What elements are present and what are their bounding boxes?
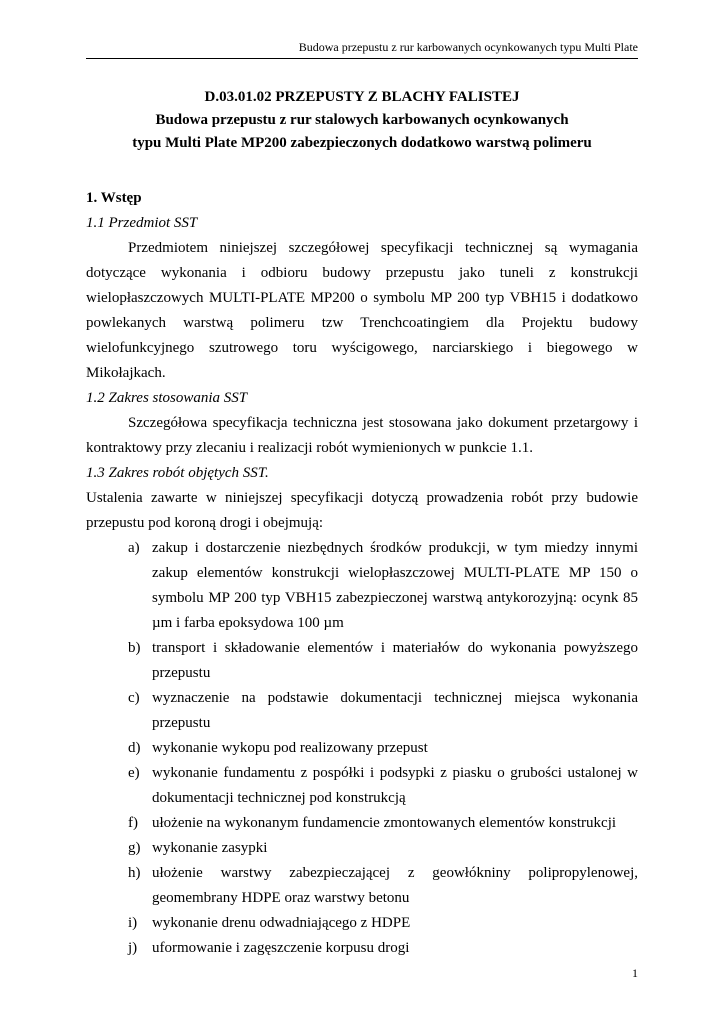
paragraph-scope-intro: Ustalenia zawarte w niniejszej specyfikacji dotyczą prowadzenia robót przy budowie przepustu pod koroną drogi i obejmują:	[86, 490, 638, 531]
list-item	[86, 861, 638, 911]
list-item	[86, 911, 638, 936]
list-item-text: uformowanie i zagęszczenie korpusu drogi	[152, 940, 410, 956]
list-item	[86, 636, 638, 686]
list-item-text: wykonanie drenu odwadniającego z HDPE	[152, 915, 411, 931]
list-item-letter: j)	[128, 940, 138, 956]
list-item-text: ułożenie warstwy zabezpieczającej z geowłókniny polipropylenowej, geomembrany HDPE oraz warstwy betonu	[152, 865, 638, 906]
list-item-text: wyznaczenie na podstawie dokumentacji technicznej miejsca wykonania przepustu	[152, 690, 638, 731]
list-item-text: transport i składowanie elementów i materiałów do wykonania powyższego przepustu	[152, 640, 638, 681]
list-item-letter: b)	[128, 640, 141, 656]
paragraph-subject: Przedmiotem niniejszej szczegółowej specyfikacji technicznej są wymagania dotyczące wykonania i odbioru budowy przepustu jako tuneli z konstrukcji wielopłaszczowych MULTI-PLATE MP200 o symbolu MP 200 typ VBH15 i dodatkowo powlekanych warstwą polimeru tzw Trenchcoatingiem dla Projektu budowy wielofunkcyjnego szutrowego toru wyścigowego, narciarskiego i biegowego w Mikołajkach.	[86, 240, 638, 381]
page-number: 1	[632, 966, 638, 980]
subsection-heading-1-2: 1.2 Zakres stosowania SST	[86, 390, 248, 406]
title-block	[86, 86, 638, 155]
list-item-letter: e)	[128, 765, 140, 781]
list-item-text: zakup i dostarczenie niezbędnych środków produkcji, w tym miedzy innymi zakup elementów konstrukcji wielopłaszczowej MULTI-PLATE MP 150 o symbolu MP 200 typ VBH15 zabezpieczonej warstwą antykorozyjną: ocynk 85 µm i farba epoksydowa 100 µm	[152, 540, 638, 631]
list-item	[86, 936, 638, 961]
list-item-letter: c)	[128, 690, 140, 706]
list-item-text: wykonanie zasypki	[152, 840, 268, 856]
list-item	[86, 836, 638, 861]
spec-code-title: D.03.01.02 PRZEPUSTY Z BLACHY FALISTEJ	[204, 89, 520, 105]
list-item	[86, 811, 638, 836]
section-heading-intro: 1. Wstęp	[86, 190, 142, 206]
subsection-heading-1-1: 1.1 Przedmiot SST	[86, 215, 198, 231]
list-item	[86, 536, 638, 636]
paragraph-scope-of-application: Szczegółowa specyfikacja techniczna jest stosowana jako dokument przetargowy i kontraktowy przy zlecaniu i realizacji robót wymienionych w punkcie 1.1.	[86, 415, 638, 456]
subsection-heading-1-3: 1.3 Zakres robót objętych SST.	[86, 465, 269, 481]
list-item-letter: f)	[128, 815, 138, 831]
list-item-letter: g)	[128, 840, 141, 856]
list-item-letter: a)	[128, 540, 140, 556]
list-item-text: wykonanie fundamentu z pospółki i podsypki z piasku o grubości ustalonej w dokumentacji technicznej pod konstrukcją	[152, 765, 638, 806]
running-header: Budowa przepustu z rur karbowanych ocynkowanych typu Multi Plate	[298, 40, 638, 54]
list-item-letter: d)	[128, 740, 141, 756]
works-list	[86, 536, 638, 961]
list-item	[86, 736, 638, 761]
list-item-letter: h)	[128, 865, 141, 881]
list-item-text: wykonanie wykopu pod realizowany przepust	[152, 740, 428, 756]
list-item-letter: i)	[128, 915, 138, 931]
document-body	[86, 186, 638, 961]
title-line-2: Budowa przepustu z rur stalowych karbowanych ocynkowanych	[155, 112, 569, 128]
list-item-text: ułożenie na wykonanym fundamencie zmontowanych elementów konstrukcji	[152, 815, 617, 831]
header-rule	[86, 58, 638, 59]
list-item	[86, 686, 638, 736]
list-item	[86, 761, 638, 811]
title-line-3: typu Multi Plate MP200 zabezpieczonych dodatkowo warstwą polimeru	[132, 135, 592, 151]
